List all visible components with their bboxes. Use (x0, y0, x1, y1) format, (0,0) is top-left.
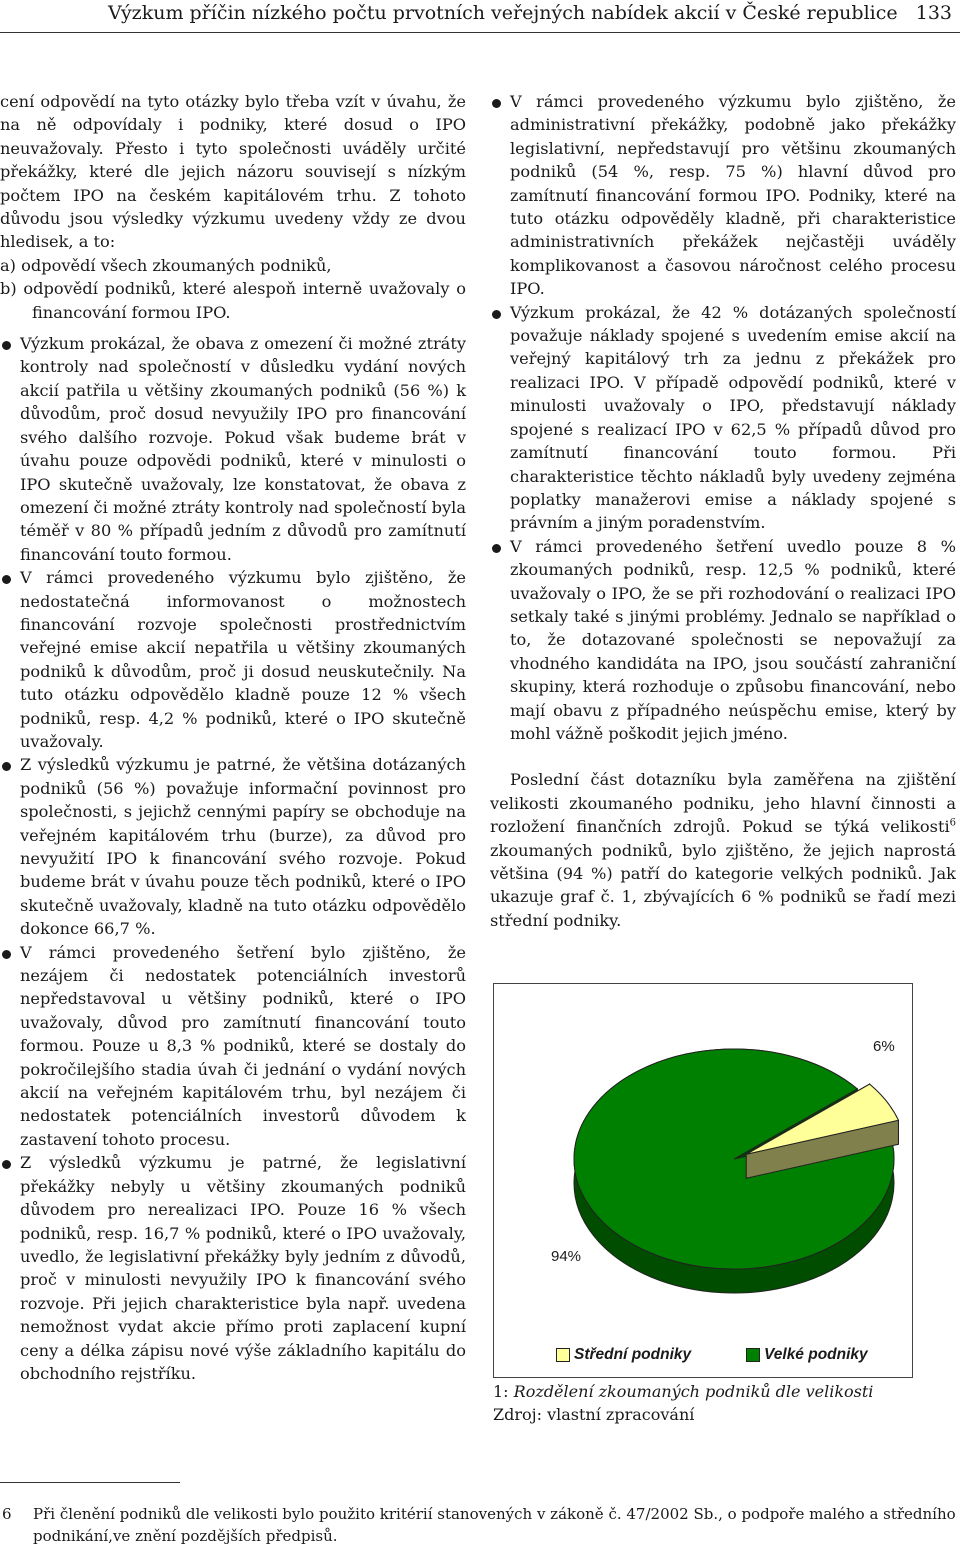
left-column (0, 90, 466, 1385)
intro-paragraph: cení odpovědí na tyto otázky bylo třeba vzít v úvahu, že na ně odpovídaly i podniky, které dosud o IPO neuvažovaly. Přesto i tyto společnosti uváděly určité překážky, které dle jejich názoru souvisejí s nízkým počtem IPO na českém kapitálovém trhu. Z tohoto důvodu jsou výsledky výzkumu uvedeny vždy ze dvou hledisek, a to: (0, 92, 466, 252)
bullet-paragraph: Výzkum prokázal, že obava z omezení či možné ztráty kontroly nad společností v důsledku vydání nových akcií patřila u většiny zkoumaných podniků (56 %) k důvodům, proč dosud nevyužily IPO pro financování svého dalšího rozvoje. Pokud však budeme brát v úvahu pouze odpovědi podniků, které v minulosti o IPO skutečně uvažovaly, lze konstatovat, že obava z omezení či možné ztráty kontroly nad společností byla téměř v 80 % případů jedním z důvodů pro zamítnutí financování touto formou. (0, 332, 466, 566)
pie-chart-svg (494, 984, 912, 1377)
bullet-paragraph: V rámci provedeného šetření bylo zjištěno, že nezájem či nedostatek potenciálních investorů nepředstavoval u většiny podniků, které o IPO uvažovaly, důvod pro zamítnutí financování touto formou. Pouze u 8,3 % podniků, které se dostaly do pokročilejšího stadia úvah či jednání o vydání nových akcií na veřejném kapitálovém trhu, byl nezájem či nedostatek potenciálních investorů důvodem k zastavení tohoto procesu. (0, 941, 466, 1152)
bullet-paragraph: Výzkum prokázal, že 42 % dotázaných společností považuje náklady spojené s uvedením emise akcií na veřejný kapitálový trh za jednu z překážek pro realizaci IPO. V případě odpovědí podniků, které v minulosti uvažovaly o IPO, představují náklady spojené s realizací IPO v 62,5 % případů důvod pro zamítnutí financování touto formou. Při charakteristice těchto nákladů byly uvedeny zejména poplatky manažerovi emise a náklady spojené s právním a jiným poradenstvím. (490, 301, 956, 535)
footnote-number: 6 (2, 1505, 12, 1523)
legend-label-stredni: Střední podniky (574, 1346, 692, 1363)
pie-slice-1 (574, 1049, 894, 1269)
data-label-94: 94% (551, 1248, 582, 1265)
list-item-b: b) odpovědí podniků, které alespoň interně uvažovaly o financování formou IPO. (0, 279, 466, 322)
header-divider (0, 32, 960, 33)
footnote-divider (0, 1482, 180, 1483)
closing-paragraph (490, 768, 956, 932)
bullet-paragraph: V rámci provedeného výzkumu bylo zjištěno, že nedostatečná informovanost o možnostech financování rozvoje společnosti prostřednictvím veřejné emise akcií nepatřila u většiny zkoumaných podniků k důvodům, proč ji dosud neuskutečnily. Na tuto otázku odpovědělo kladně pouze 12 % všech podniků, resp. 4,2 % podniků, které o IPO skutečně uvažovaly. (0, 566, 466, 753)
bullet-paragraph: V rámci provedeného šetření uvedlo pouze 8 % zkoumaných podniků, resp. 12,5 % podniků, které uvažovaly o IPO, že se při rozhodování o realizaci IPO setkaly také s jinými problémy. Jednalo se například o to, že dotazované společnosti se nepovažují za vhodného kandidáta na IPO, jsou součástí zahraniční skupiny, která rozhoduje o způsobu financování, nebo mají obavu z případného neúspěchu emise, který by mohl vážně poškodit jejich jméno. (490, 535, 956, 746)
bullet-paragraph: Z výsledků výzkumu je patrné, že většina dotázaných podniků (56 %) považuje informační povinnost pro společnosti, s jejichž cennými papíry se obchoduje na veřejném kapitálovém trhu (burze), za důvod pro nevyužití IPO k financování svého rozvoje. Pokud budeme brát v úvahu pouze těch podniků, které o IPO skutečně uvažovaly, kladně na tuto otázku odpovědělo dokonce 66,7 %. (0, 753, 466, 940)
page-header (0, 0, 960, 34)
page-number: 133 (915, 2, 952, 24)
data-label-6: 6% (873, 1038, 895, 1055)
figure-caption (493, 1380, 933, 1426)
caption-source: Zdroj: vlastní zpracování (493, 1405, 695, 1424)
closing-text-1: Poslední část dotazníku byla zaměřena na zjištění velikosti zkoumaného podniku, jeho hlavní činnosti a rozložení finančních zdrojů. Pokud se týká velikosti (490, 770, 956, 837)
running-title: Výzkum příčin nízkého počtu prvotních veřejných nabídek akcií v České republice (108, 2, 898, 24)
right-column (490, 90, 956, 932)
list-item-a: a) odpovědí všech zkoumaných podniků, (0, 255, 332, 275)
footnote-ref: 6 (949, 817, 956, 829)
legend-swatch-stredni (556, 1348, 570, 1362)
legend-label-velke: Velké podniky (764, 1346, 868, 1363)
paragraph-spacer (490, 745, 956, 768)
footnote-text: Při členění podniků dle velikosti bylo použito kritérií stanovených v zákoně č. 47/2002 Sb., o podpoře malého a středního podnikání,ve znění pozdějších předpisů. (33, 1505, 956, 1545)
caption-number: 1: (493, 1382, 509, 1401)
bullet-paragraph: V rámci provedeného výzkumu bylo zjištěno, že administrativní překážky, podobně jako překážky legislativní, nepředstavují pro většinu zkoumaných podniků (54 %, resp. 75 %) hlavní důvod pro zamítnutí financování formou IPO. Podniky, které na tuto otázku odpověděly kladně, při charakteristice administrativních překážek nejčastěji uváděly komplikovanost a časovou náročnost celého procesu IPO. (490, 90, 956, 301)
closing-text-2: zkoumaných podniků, bylo zjištěno, že jejich naprostá většina (94 %) patří do kategorie velkých podniků. Jak ukazuje graf č. 1, zbývajících 6 % podniků se řadí mezi střední podniky. (490, 840, 956, 930)
legend-swatch-velke (746, 1348, 760, 1362)
pie-chart (493, 983, 913, 1378)
bullet-paragraph: Z výsledků výzkumu je patrné, že legislativní překážky nebyly u většiny zkoumaných podniků důvodem pro nerealizaci IPO. Pouze 16 % všech podniků, resp. 16,7 % podniků, které o IPO uvažovaly, uvedlo, že legislativní překážky byly jedním z důvodů, proč v minulosti nevyužily IPO k financování svého rozvoje. Při jejich charakteristice byla např. uvedena nemožnost vydat akcie přímo proti zaplacení kupní ceny a délka zápisu nové výše základního kapitálu do obchodního rejstříku. (0, 1151, 466, 1385)
caption-title: Rozdělení zkoumaných podniků dle velikosti (513, 1382, 874, 1401)
caption-title-line (493, 1380, 933, 1403)
